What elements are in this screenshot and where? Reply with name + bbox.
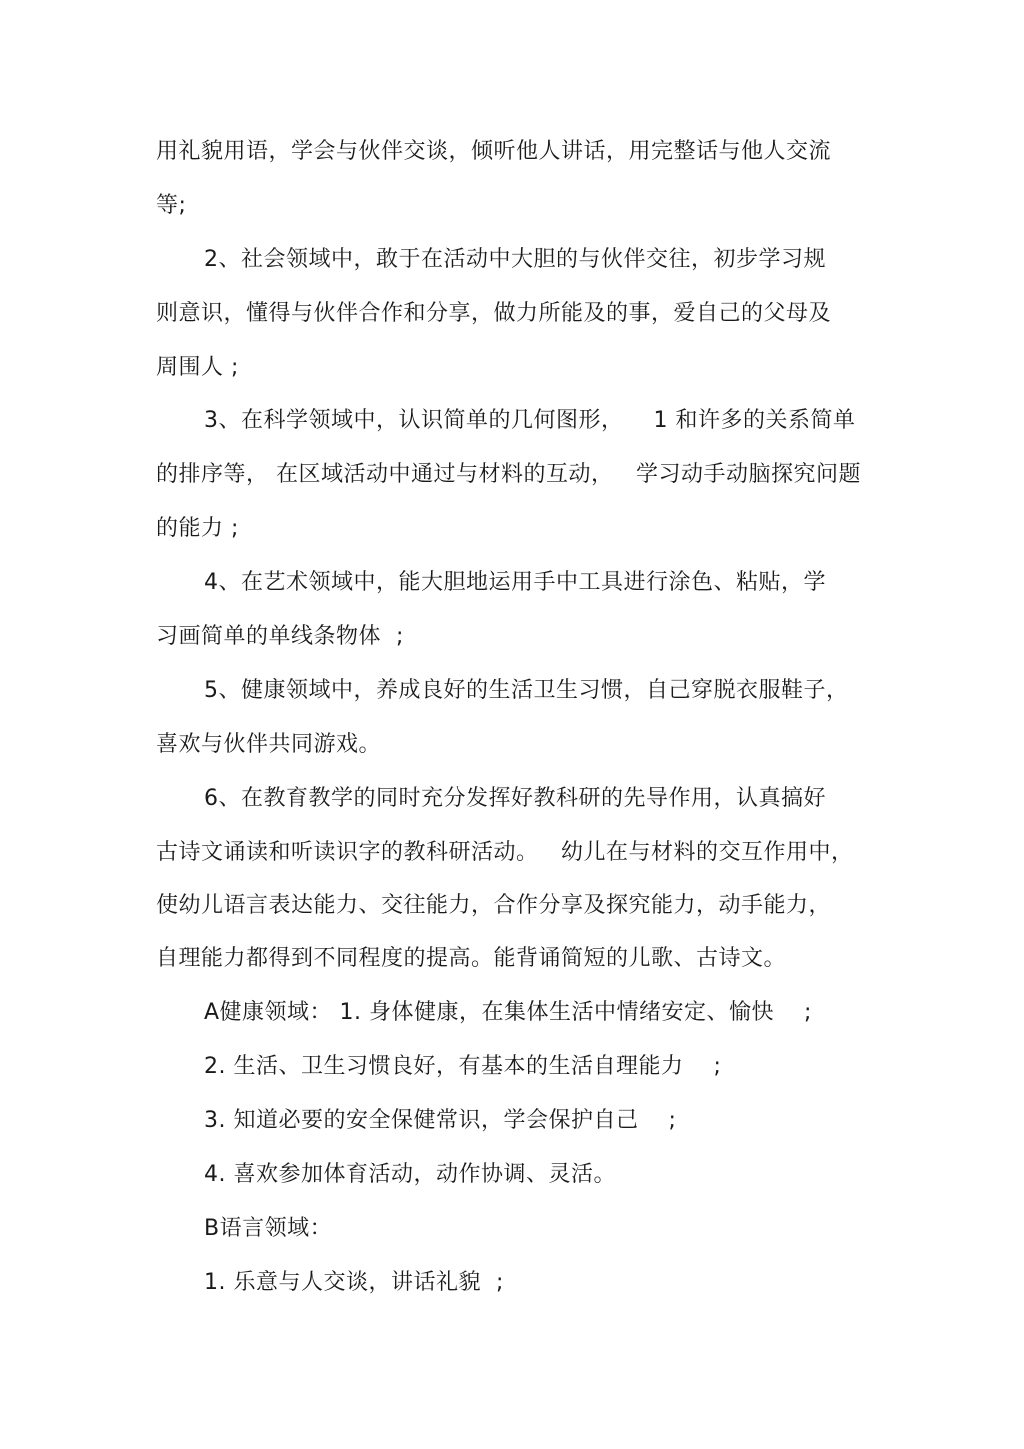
text-line: A健康领域： 1. 身体健康，在集体生活中情绪安定、愉快 ; — [204, 1000, 812, 1025]
text-line: 4、在艺术领域中，能大胆地运用手中工具进行涂色、粘贴，学 — [204, 570, 826, 595]
text-line: 周围人 ; — [156, 355, 239, 380]
text-line: 2. 生活、卫生习惯良好，有基本的生活自理能力 ; — [204, 1054, 722, 1079]
text-line: 的能力 ; — [156, 516, 239, 541]
text-line: 3、在科学领域中，认识简单的几何图形， 1 和许多的关系简单 — [204, 408, 856, 433]
text-line: 2、社会领域中，敢于在活动中大胆的与伙伴交往，初步学习规 — [204, 247, 826, 272]
text-line: 古诗文诵读和听读识字的教科研活动。 幼儿在与材料的交互作用中， — [156, 840, 854, 865]
text-line: 1. 乐意与人交谈，讲话礼貌 ; — [204, 1270, 504, 1295]
text-line: 3. 知道必要的安全保健常识，学会保护自己 ; — [204, 1108, 677, 1133]
text-line: 使幼儿语言表达能力、交往能力，合作分享及探究能力，动手能力， — [156, 893, 832, 918]
text-line: 喜欢与伙伴共同游戏。 — [156, 732, 382, 757]
text-line: 5、健康领域中，养成良好的生活卫生习惯，自己穿脱衣服鞋子， — [204, 678, 849, 703]
text-line: 用礼貌用语，学会与伙伴交谈，倾听他人讲话，用完整话与他人交流 — [156, 139, 832, 164]
text-line: 的排序等， 在区域活动中通过与材料的互动， 学习动手动脑探究问题 — [156, 462, 861, 487]
text-line: 4. 喜欢参加体育活动，动作协调、灵活。 — [204, 1162, 616, 1187]
text-line: 习画简单的单线条物体 ; — [156, 624, 404, 649]
text-line: 则意识，懂得与伙伴合作和分享，做力所能及的事，爱自己的父母及 — [156, 301, 832, 326]
text-line: 6、在教育教学的同时充分发挥好教科研的先导作用，认真搞好 — [204, 786, 826, 811]
text-line: B语言领域： — [204, 1216, 333, 1241]
text-line: 自理能力都得到不同程度的提高。能背诵简短的儿歌、古诗文。 — [156, 946, 787, 971]
text-line: 等; — [156, 193, 187, 218]
